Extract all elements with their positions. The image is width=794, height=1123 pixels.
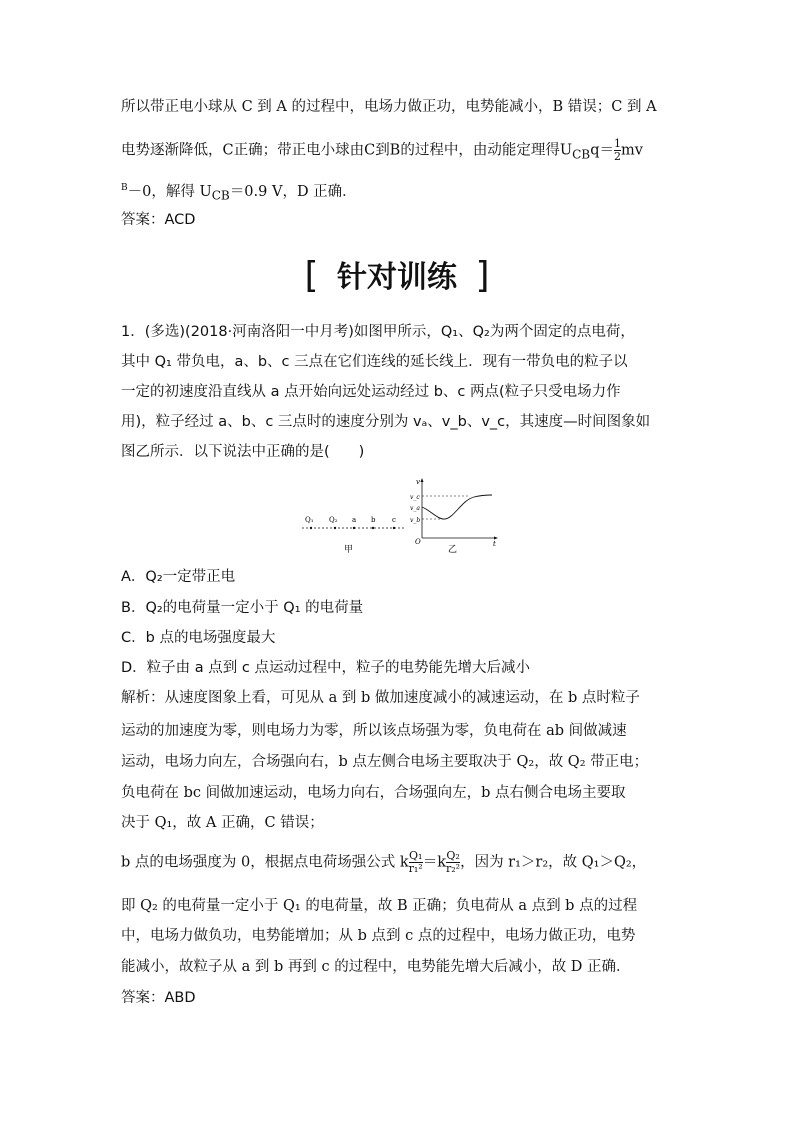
origin-label: O bbox=[415, 538, 421, 546]
point-a bbox=[353, 527, 355, 529]
analysis-line-8: 中，电场力做负功，电势能增加；从 b 点到 c 点的过程中，电场力做正功，电势 bbox=[121, 928, 636, 944]
v-arrow bbox=[421, 478, 424, 482]
point-q2 bbox=[334, 527, 336, 529]
fraction-q1-r1: $\frac{\text{Q₁}}{\text{r₁²}}$ bbox=[408, 849, 423, 875]
label-q1: Q₁ bbox=[305, 516, 314, 524]
option-b: B．Q₂的电荷量一定小于 Q₁ 的电荷量 bbox=[121, 600, 364, 616]
analysis-line-7: 即 Q₂ 的电荷量一定小于 Q₁ 的电荷量，故 B 正确；负电荷从 a 点到 b 点的过程 bbox=[121, 898, 638, 914]
option-a: A．Q₂一定带正电 bbox=[121, 569, 236, 585]
option-d: D．粒子由 a 点到 c 点运动过程中，粒子的电势能先增大后减小 bbox=[121, 660, 530, 676]
question-figure bbox=[298, 476, 502, 558]
question-line-4: 用)，粒子经过 a、b、c 三点时的速度分别为 vₐ、v_b、v_c，其速度—时间图象如 bbox=[121, 414, 651, 430]
question-line-1: 1．(多选)(2018·河南洛阳一中月考)如图甲所示，Q₁、Q₂为两个固定的点电荷， bbox=[121, 324, 635, 340]
point-b bbox=[372, 527, 374, 529]
subscript: CB bbox=[572, 147, 591, 162]
velocity-curve bbox=[422, 495, 492, 519]
label-q2: Q₂ bbox=[329, 516, 338, 524]
solution-line-1: 所以带正电小球从 C 到 A 的过程中，电场力做正功，电势能减小，B 错误；C 到 A bbox=[121, 99, 657, 115]
fraction-q2-r2: $\frac{\text{Q₂}}{\text{r₂²}}$ bbox=[446, 849, 461, 875]
axis-v-label: v bbox=[416, 478, 420, 486]
point-c bbox=[393, 527, 395, 529]
label-b: b bbox=[371, 516, 376, 524]
answer-top: 答案：ACD bbox=[121, 212, 196, 228]
label-c: c bbox=[392, 516, 396, 524]
answer-bottom: 答案：ABD bbox=[121, 990, 196, 1006]
solution-line-2: 电势逐渐降低，C正确；带正电小球由C到B的过程中，由动能定理得$U_{CB}q=$ $\frac{1}{2}$ mv bbox=[121, 137, 643, 163]
fraction-half: $\frac{1}{2}$ bbox=[613, 137, 621, 163]
section-heading: [ 针对训练 ] bbox=[304, 255, 490, 296]
analysis-line-9: 能减小，故粒子从 a 到 b 再到 c 的过程中，电势能先增大后减小，故 D 正确． bbox=[121, 959, 631, 975]
question-line-3: 一定的初速度沿直线从 a 点开始向远处运动经过 b、c 两点(粒子只受电场力作 bbox=[121, 384, 621, 400]
question-line-2: 其中 Q₁ 带负电，a、b、c 三点在它们连线的延长线上．现有一带负电的粒子以 bbox=[121, 354, 628, 370]
analysis-line-1: 解析：从速度图象上看，可见从 a 到 b 做加速度减小的减速运动，在 b 点时粒子 bbox=[121, 690, 640, 706]
analysis-line-4: 负电荷在 bc 间做加速运动，电场力向右，合场强向左，b 点右侧合电场主要取 bbox=[121, 785, 626, 801]
caption-jia: 甲 bbox=[344, 545, 354, 555]
point-q1 bbox=[310, 527, 312, 529]
question-line-5: 图乙所示．以下说法中正确的是( ) bbox=[121, 444, 365, 460]
section-title-text: 针对训练 bbox=[337, 260, 457, 295]
caption-yi: 乙 bbox=[448, 545, 458, 555]
analysis-line-2: 运动的加速度为零，则电场力为零，所以该点场强为零，负电荷在 ab 间做减速 bbox=[121, 723, 627, 739]
va-label: v_a bbox=[410, 505, 420, 512]
solution-line-3: $^B$－0，解得 $U_{CB}=0.9$ V，D 正确． bbox=[121, 183, 357, 203]
vc-label: v_c bbox=[410, 494, 420, 501]
label-a: a bbox=[352, 516, 357, 524]
vb-label: v_b bbox=[410, 517, 421, 524]
analysis-line-3: 运动，电场力向左，合场强向右，b 点左侧合电场主要取决于 Q₂，故 Q₂ 带正电； bbox=[121, 754, 649, 770]
axis-t-label: t bbox=[493, 540, 496, 548]
analysis-line-5: 决于 Q₁，故 A 正确，C 错误； bbox=[121, 815, 324, 831]
option-c: C．b 点的电场强度最大 bbox=[121, 630, 276, 646]
analysis-line-6: b 点的电场强度为 0，根据点电荷场强公式 k $\frac{\text{Q₁}}{\text{r₁²}}$ ＝k $\frac{\text{Q₂}}{\text{r₂²}}$ ，因为 r₁＞r₂，故 Q₁＞Q₂， bbox=[121, 849, 647, 875]
